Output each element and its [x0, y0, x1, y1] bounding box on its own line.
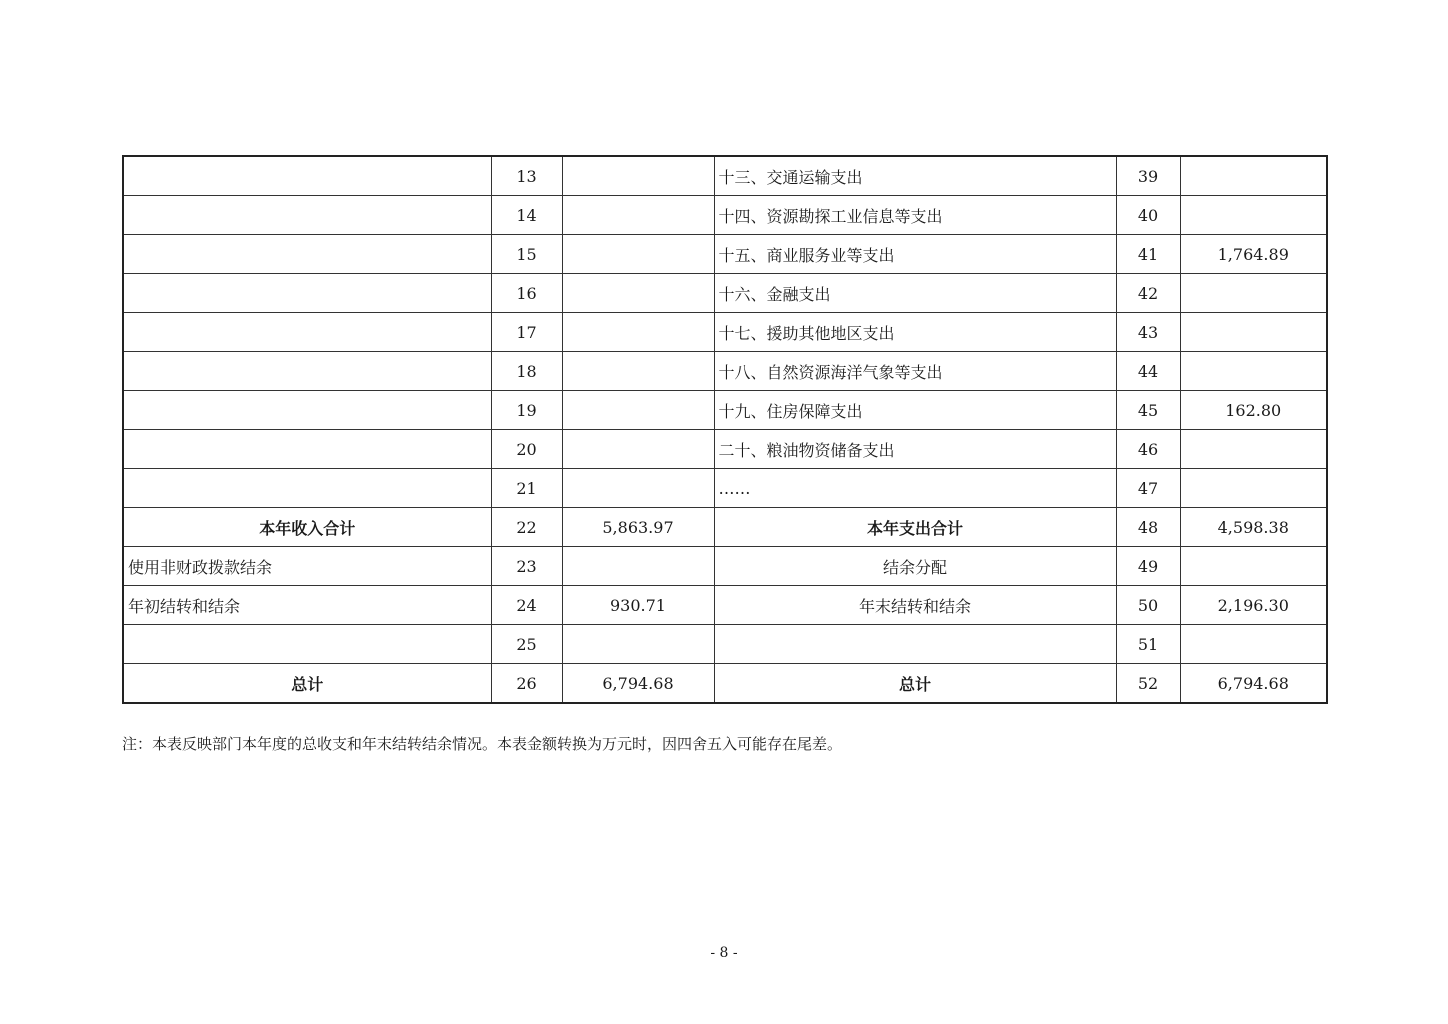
expense-line-number: 49 [1116, 547, 1180, 586]
income-amount [562, 469, 714, 508]
grand-total-expense-label: 总计 [714, 664, 1116, 704]
expense-item-name: 十八、自然资源海洋气象等支出 [714, 352, 1116, 391]
expense-line-number: 47 [1116, 469, 1180, 508]
income-amount [562, 313, 714, 352]
table-row [123, 391, 1327, 430]
grand-total-row [123, 664, 1327, 704]
grand-total-income-label: 总计 [123, 664, 491, 704]
expense-amount [1180, 156, 1327, 196]
table-row [123, 352, 1327, 391]
table-row [123, 235, 1327, 274]
table-row [123, 586, 1327, 625]
opening-balance-label: 年初结转和结余 [123, 586, 491, 625]
grand-total-expense-amount: 6,794.68 [1180, 664, 1327, 704]
expense-amount: 162.80 [1180, 391, 1327, 430]
income-line-number: 21 [491, 469, 562, 508]
income-line-number: 24 [491, 586, 562, 625]
income-line-number: 13 [491, 156, 562, 196]
expense-item-name: 十七、援助其他地区支出 [714, 313, 1116, 352]
expense-amount: 1,764.89 [1180, 235, 1327, 274]
income-amount [562, 156, 714, 196]
expense-line-number: 46 [1116, 430, 1180, 469]
income-total-line-number: 22 [491, 508, 562, 547]
income-item-name [123, 156, 491, 196]
table-body [123, 156, 1327, 703]
table-row [123, 156, 1327, 196]
expense-item-name: 二十、粮油物资储备支出 [714, 430, 1116, 469]
balance-distribution-label: 结余分配 [714, 547, 1116, 586]
expense-line-number: 41 [1116, 235, 1180, 274]
income-line-number: 18 [491, 352, 562, 391]
expense-amount [1180, 313, 1327, 352]
income-line-number: 25 [491, 625, 562, 664]
grand-total-expense-line-number: 52 [1116, 664, 1180, 704]
grand-total-income-amount: 6,794.68 [562, 664, 714, 704]
grand-total-income-line-number: 26 [491, 664, 562, 704]
expense-line-number: 39 [1116, 156, 1180, 196]
expense-amount [1180, 352, 1327, 391]
income-amount [562, 274, 714, 313]
expense-amount [1180, 625, 1327, 664]
expense-item-name: …… [714, 469, 1116, 508]
income-total-label: 本年收入合计 [123, 508, 491, 547]
table-row [123, 274, 1327, 313]
annual-totals-row [123, 508, 1327, 547]
income-line-number: 17 [491, 313, 562, 352]
income-line-number: 19 [491, 391, 562, 430]
expense-amount [1180, 547, 1327, 586]
income-item-name [123, 430, 491, 469]
expense-line-number: 40 [1116, 196, 1180, 235]
income-item-name [123, 274, 491, 313]
table-row [123, 196, 1327, 235]
income-amount [562, 547, 714, 586]
income-item-name [123, 196, 491, 235]
income-item-name [123, 352, 491, 391]
expense-line-number: 43 [1116, 313, 1180, 352]
expense-item-name: 十五、商业服务业等支出 [714, 235, 1116, 274]
income-item-name [123, 391, 491, 430]
income-line-number: 15 [491, 235, 562, 274]
income-amount [562, 235, 714, 274]
expense-total-label: 本年支出合计 [714, 508, 1116, 547]
income-line-number: 23 [491, 547, 562, 586]
income-item-name [123, 469, 491, 508]
table-row [123, 313, 1327, 352]
income-line-number: 20 [491, 430, 562, 469]
expense-line-number: 44 [1116, 352, 1180, 391]
closing-balance-amount: 2,196.30 [1180, 586, 1327, 625]
expense-item-name: 十三、交通运输支出 [714, 156, 1116, 196]
expense-item-name [714, 625, 1116, 664]
income-line-number: 14 [491, 196, 562, 235]
expense-item-name: 十四、资源勘探工业信息等支出 [714, 196, 1116, 235]
table-row [123, 469, 1327, 508]
income-amount [562, 625, 714, 664]
expense-total-line-number: 48 [1116, 508, 1180, 547]
income-item-name [123, 313, 491, 352]
opening-balance-amount: 930.71 [562, 586, 714, 625]
table-row [123, 625, 1327, 664]
income-expenditure-table [122, 155, 1328, 704]
expense-item-name: 十六、金融支出 [714, 274, 1116, 313]
income-item-name [123, 625, 491, 664]
non-fiscal-balance-label: 使用非财政拨款结余 [123, 547, 491, 586]
expense-line-number: 50 [1116, 586, 1180, 625]
expense-line-number: 42 [1116, 274, 1180, 313]
expense-line-number: 51 [1116, 625, 1180, 664]
expense-amount [1180, 274, 1327, 313]
income-amount [562, 352, 714, 391]
income-amount [562, 196, 714, 235]
income-amount [562, 391, 714, 430]
table-footnote: 注：本表反映部门本年度的总收支和年末结转结余情况。本表金额转换为万元时，因四舍五入可能存在尾差。 [122, 735, 843, 753]
income-item-name [123, 235, 491, 274]
expense-amount [1180, 469, 1327, 508]
expense-amount [1180, 196, 1327, 235]
income-total-amount: 5,863.97 [562, 508, 714, 547]
table-row [123, 430, 1327, 469]
expense-amount [1180, 430, 1327, 469]
expense-line-number: 45 [1116, 391, 1180, 430]
closing-balance-label: 年末结转和结余 [714, 586, 1116, 625]
table-row [123, 547, 1327, 586]
expense-total-amount: 4,598.38 [1180, 508, 1327, 547]
income-line-number: 16 [491, 274, 562, 313]
expense-item-name: 十九、住房保障支出 [714, 391, 1116, 430]
income-amount [562, 430, 714, 469]
page-number: - 8 - [710, 945, 738, 961]
